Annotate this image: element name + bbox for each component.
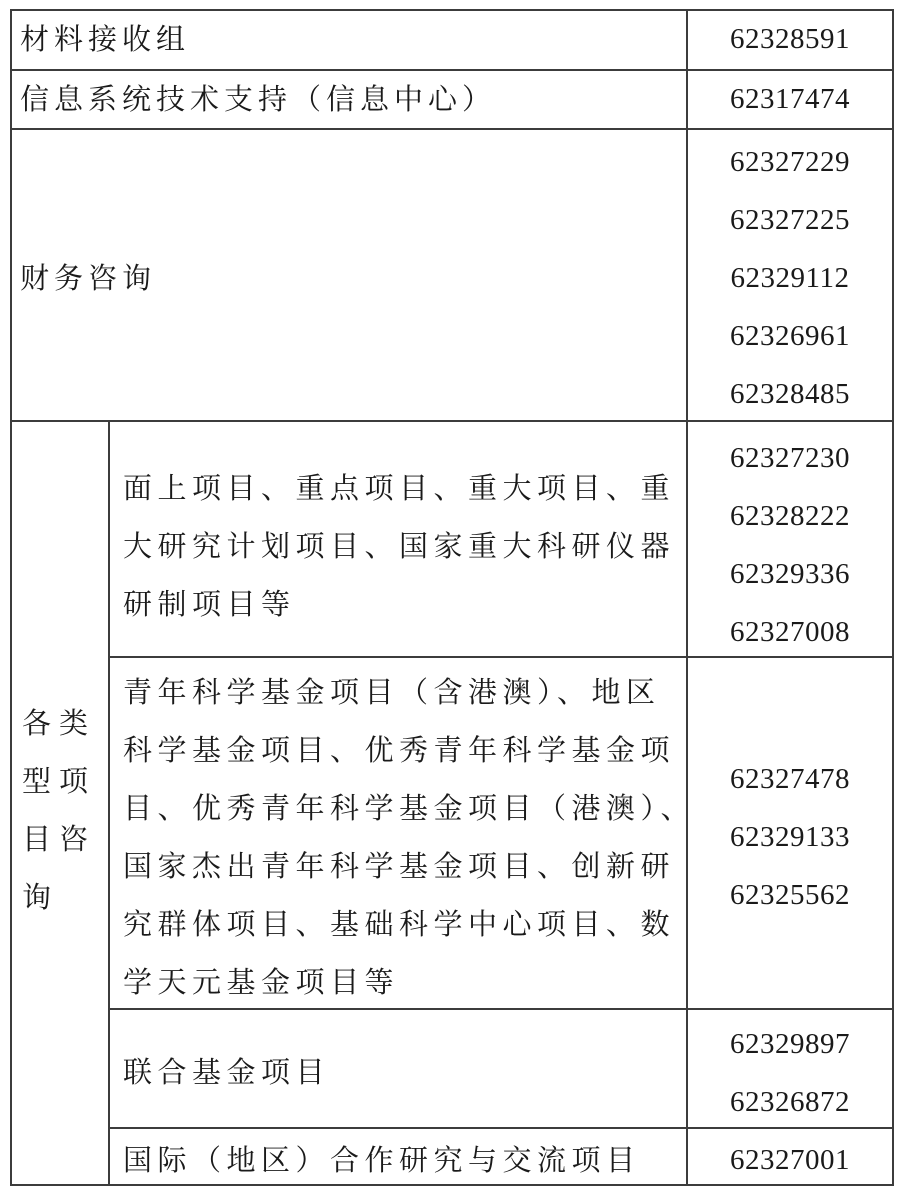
row-label-material: 材料接收组 <box>20 22 191 56</box>
phone-number: 62327229 <box>730 146 850 178</box>
phone-list-talent-projects <box>688 750 892 924</box>
item-label-general-projects: 面上项目、重点项目、重大项目、重 大研究计划项目、国家重大科研仪器 研制项目等 <box>123 471 676 621</box>
phone-number: 62329336 <box>730 558 850 590</box>
phone-number: 62329112 <box>730 262 850 294</box>
group-label-project-consulting: 各类 型项 目咨 询 <box>22 706 97 914</box>
phone-number: 62329133 <box>730 821 850 853</box>
row-label-it-support: 信息系统技术支持（信息中心） <box>20 82 497 116</box>
phone-number: 62328591 <box>730 23 850 55</box>
phone-list-joint-fund <box>688 1015 892 1131</box>
phone-number: 62328485 <box>730 378 850 410</box>
phone-number: 62327230 <box>730 442 850 474</box>
phone-number: 62328222 <box>730 500 850 532</box>
rule-group-divider <box>108 420 110 1186</box>
phone-number: 62326872 <box>730 1086 850 1118</box>
rule-row2-bottom <box>10 128 894 130</box>
item-label-international-cooperation: 国际（地区）合作研究与交流项目 <box>123 1143 641 1177</box>
phone-number: 62317474 <box>730 83 850 115</box>
rule-right <box>892 9 894 1186</box>
phone-list-general-projects <box>688 429 892 661</box>
row-label-finance: 财务咨询 <box>20 261 157 295</box>
phone-number: 62327478 <box>730 763 850 795</box>
phone-number: 62329897 <box>730 1028 850 1060</box>
item-label-talent-projects: 青年科学基金项目（含港澳）、地区 科学基金项目、优秀青年科学基金项 目、优秀青年科学基金项目（港澳）、 国家杰出青年科学基金项目、创新研 究群体项目、基础科学中心项目、数 学天元基金项目等 <box>123 675 696 999</box>
phone-material <box>688 10 892 68</box>
phone-list-international-cooperation <box>688 1131 892 1189</box>
phone-number: 62327225 <box>730 204 850 236</box>
phone-number: 62327001 <box>730 1144 850 1176</box>
item-label-joint-fund: 联合基金项目 <box>123 1055 331 1089</box>
phone-list-finance <box>688 133 892 423</box>
phone-number: 62327008 <box>730 616 850 648</box>
rule-left <box>10 9 12 1186</box>
phone-it-support <box>688 70 892 128</box>
phone-number: 62325562 <box>730 879 850 911</box>
phone-number: 62326961 <box>730 320 850 352</box>
